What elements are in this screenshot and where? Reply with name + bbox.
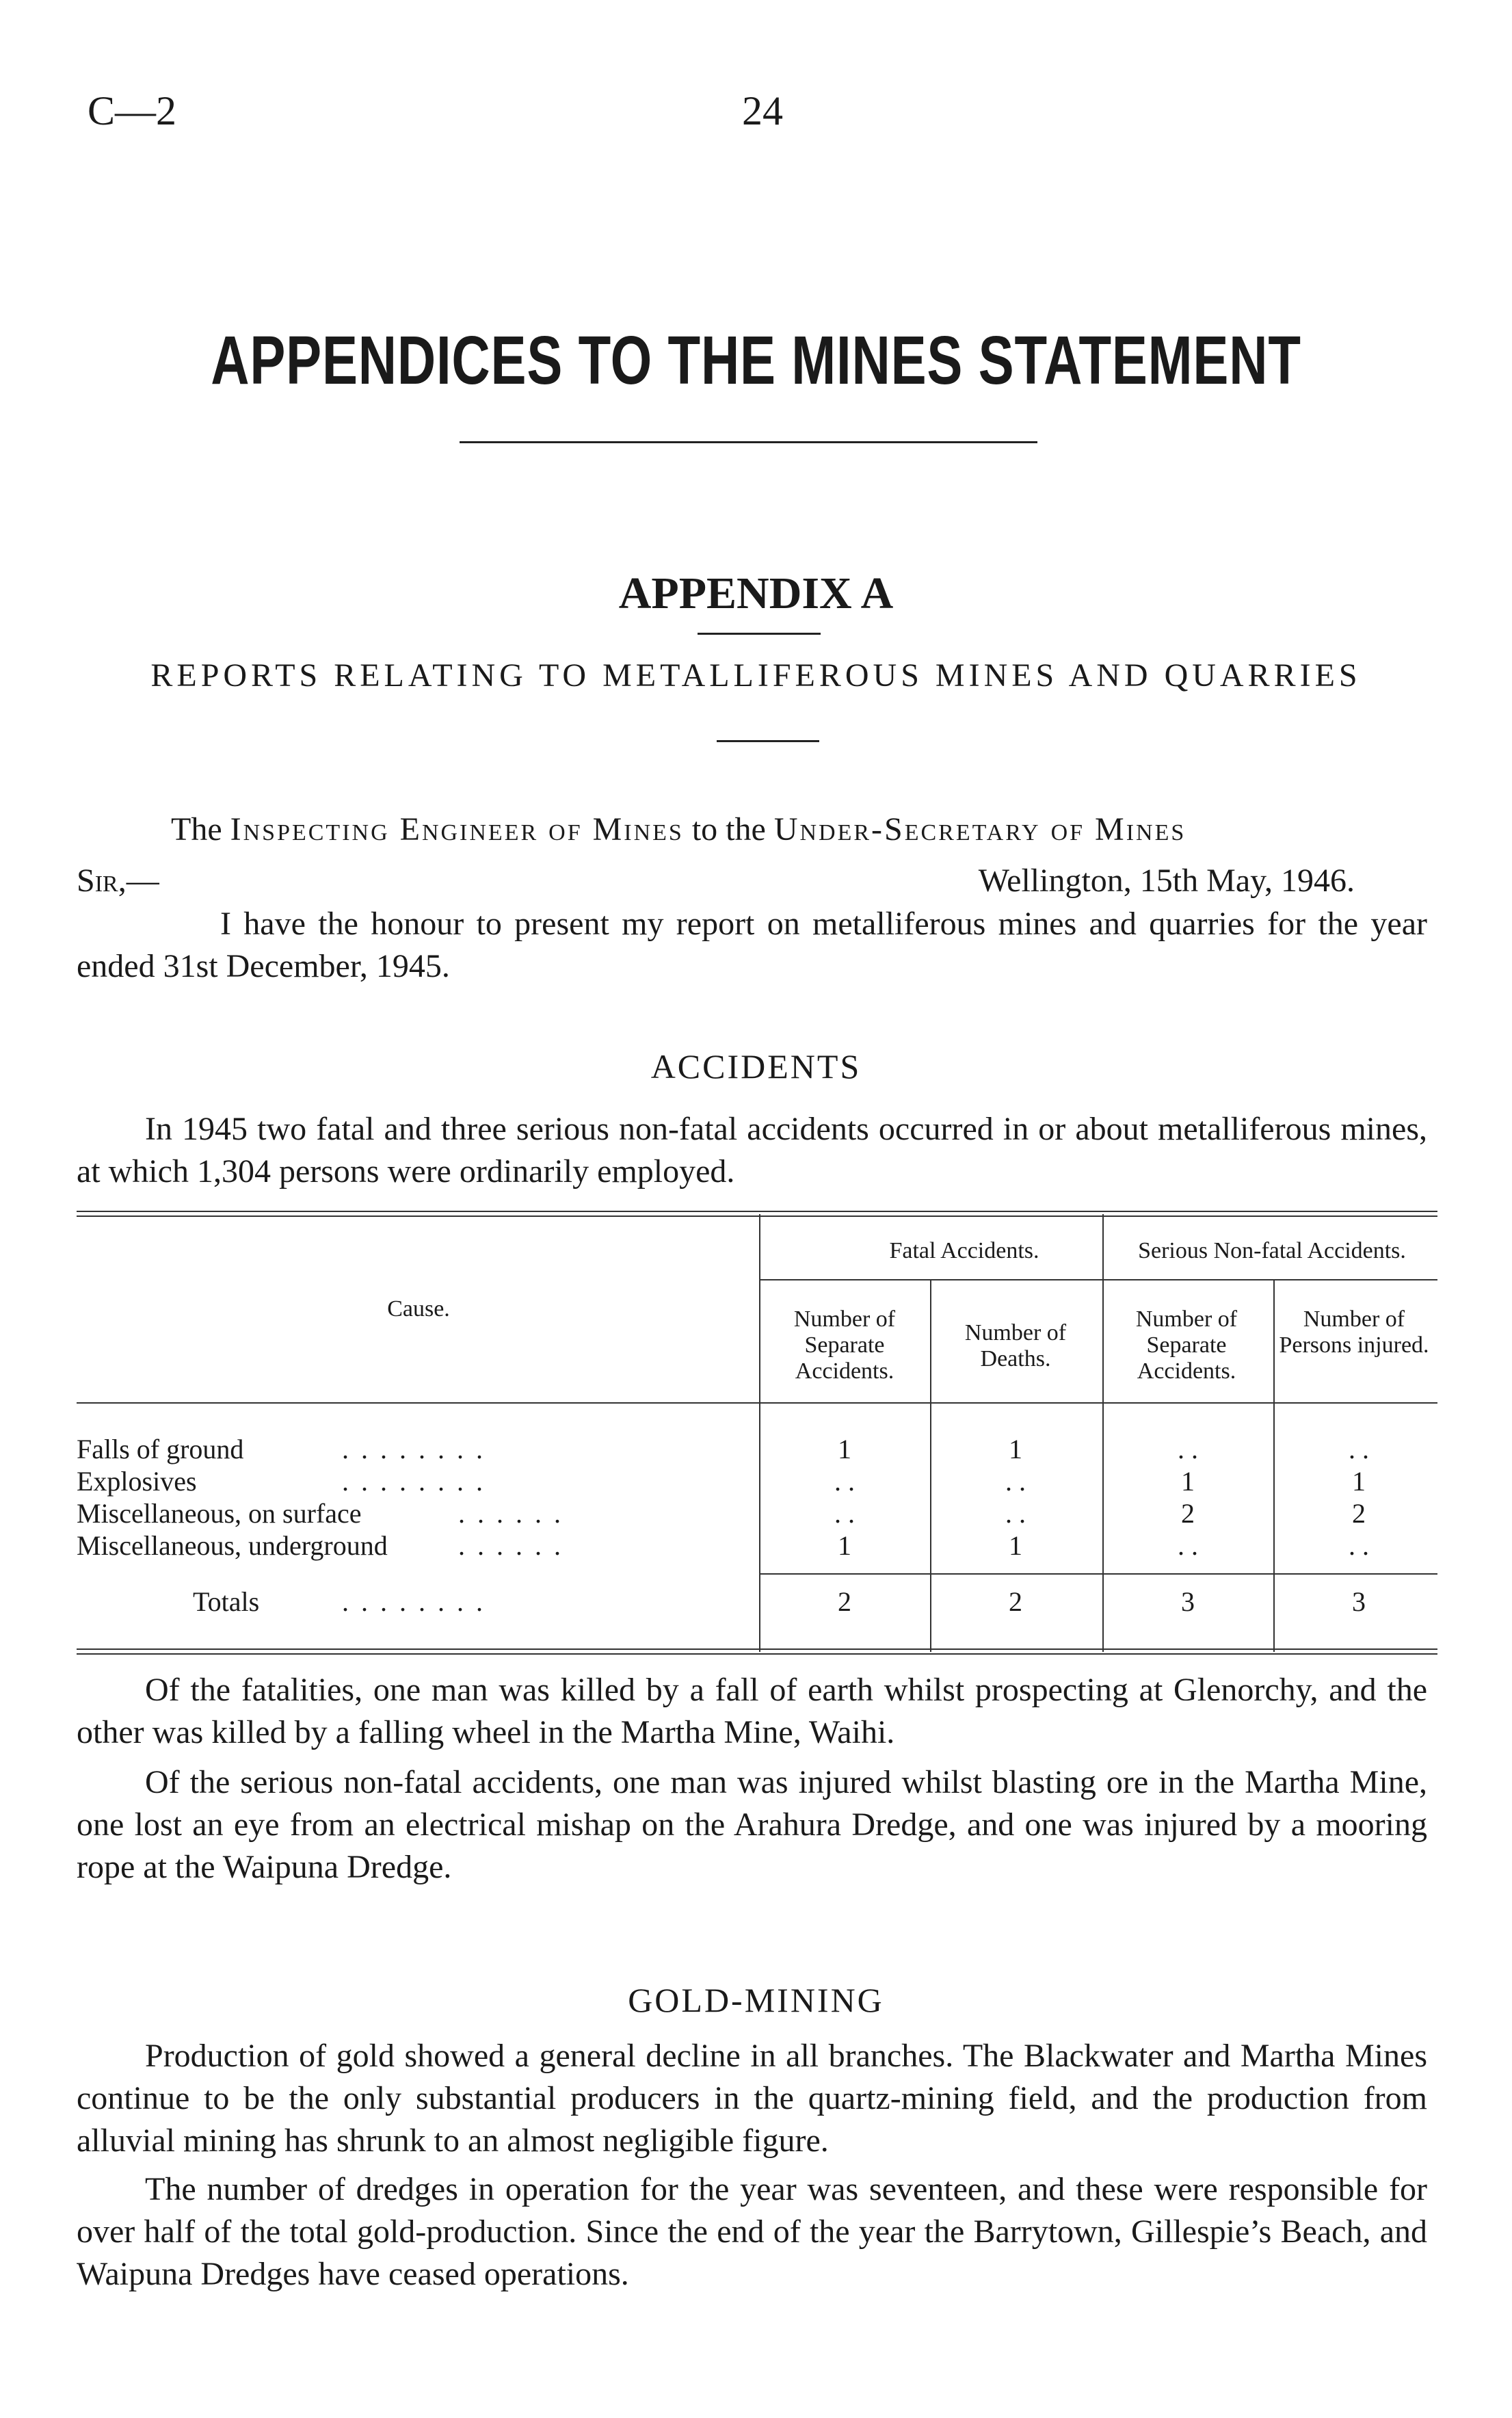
cell-value: . . <box>834 1498 855 1529</box>
accidents-intro: In 1945 two fatal and three serious non-fatal accidents occurred in or about metalliferous mines, at which 1,304 persons were ordinarily employed. <box>77 1111 1427 1190</box>
fatalities-paragraph: Of the fatalities, one man was killed by a fall of earth whilst prospecting at Glenorchy, and the other was killed by a falling wheel in the Martha Mine, Waihi. <box>77 1672 1427 1750</box>
subtitle-divider <box>717 740 819 742</box>
col-rule-3 <box>1102 1214 1104 1652</box>
totals-leader-dots: . . . . . . . . <box>342 1586 486 1617</box>
salutation: Sir,— <box>77 863 159 899</box>
cell-value: 2 <box>1181 1498 1195 1529</box>
cell-value: 2 <box>1352 1498 1366 1529</box>
row-cause: Explosives <box>77 1466 197 1497</box>
gold-mining-paragraph-2: The number of dredges in operation for the year was seventeen, and these were responsible for over half of the total gold-production. Since the end of the year the Barrytown, Gillespie’s Beach, and Waipuna Dredges have ceased operations. <box>77 2171 1427 2292</box>
col-rule-1 <box>759 1214 760 1652</box>
cell-value: . . <box>1349 1434 1369 1464</box>
letter-to-word: to the <box>683 811 774 847</box>
header-fatal-group: Fatal Accidents. <box>889 1238 1039 1263</box>
total-value: 2 <box>1009 1586 1022 1617</box>
total-value: 2 <box>838 1586 851 1617</box>
col-rule-4 <box>1273 1279 1275 1652</box>
header-fatal-separate: Number of Separate Accidents. <box>793 1306 896 1384</box>
table-bottom-rule <box>77 1648 1437 1650</box>
header-serious-separate: Number of Separate Accidents. <box>1135 1306 1238 1384</box>
cell-value: . . <box>834 1466 855 1497</box>
report-code: C—2 <box>88 88 177 133</box>
col-rule-2 <box>930 1279 931 1652</box>
cell-value: 1 <box>1009 1434 1022 1464</box>
table-top-rule-2 <box>77 1215 1437 1217</box>
row-cause: Falls of ground <box>77 1434 244 1464</box>
total-value: 3 <box>1352 1586 1366 1617</box>
cell-value: 1 <box>1009 1530 1022 1561</box>
row-leader-dots: . . . . . . <box>458 1530 563 1561</box>
main-title: APPENDICES TO THE MINES STATEMENT <box>211 322 1301 399</box>
cell-value: 1 <box>1352 1466 1366 1497</box>
header-serious-injured: Number of Persons injured. <box>1279 1306 1429 1358</box>
table-top-rule <box>77 1211 1437 1212</box>
cell-value: 1 <box>1181 1466 1195 1497</box>
row-leader-dots: . . . . . . <box>458 1498 563 1529</box>
page-number: 24 <box>742 88 783 133</box>
gold-mining-paragraph-1: Production of gold showed a general decline in all branches. The Blackwater and Martha Mines continue to be the only substantial producers in the quartz-mining field, and the production from alluvial mining has shrunk to an almost negligible figure. <box>77 2038 1427 2159</box>
serious-accidents-paragraph: Of the serious non-fatal accidents, one man was injured whilst blasting ore in the Martha Mine, one lost an eye from an electrical mishap on the Arahura Dredge, and one was injured by a mooring rope at the Waipuna Dredge. <box>77 1764 1427 1885</box>
header-serious-group: Serious Non-fatal Accidents. <box>1138 1238 1406 1263</box>
cell-value: . . <box>1005 1498 1026 1529</box>
cell-value: 1 <box>838 1530 851 1561</box>
letter-addressing <box>171 811 1186 848</box>
cell-value: . . <box>1178 1530 1198 1561</box>
letter-to: Under-Secretary of Mines <box>773 811 1186 847</box>
accidents-heading: ACCIDENTS <box>650 1047 862 1086</box>
appendix-title: APPENDIX A <box>618 568 894 618</box>
row-cause: Miscellaneous, underground <box>77 1530 388 1561</box>
row-leader-dots: . . . . . . . . <box>342 1434 486 1464</box>
row-leader-dots: . . . . . . . . <box>342 1466 486 1497</box>
totals-label: Totals <box>193 1586 260 1617</box>
title-divider <box>460 441 1037 443</box>
header-cause: Cause. <box>387 1296 450 1322</box>
cell-value: 1 <box>838 1434 851 1464</box>
dateline: Wellington, 15th May, 1946. <box>978 863 1355 899</box>
totals-rule <box>759 1573 1437 1575</box>
total-value: 3 <box>1181 1586 1195 1617</box>
row-cause: Miscellaneous, on surface <box>77 1498 362 1529</box>
appendix-divider <box>698 633 821 635</box>
cell-value: . . <box>1005 1466 1026 1497</box>
cell-value: . . <box>1178 1434 1198 1464</box>
appendix-subtitle: REPORTS RELATING TO METALLIFEROUS MINES AND QUARRIES <box>150 657 1362 694</box>
header-fatal-deaths: Number of Deaths. <box>964 1320 1067 1371</box>
table-bottom-rule-2 <box>77 1653 1437 1655</box>
gold-mining-heading: GOLD-MINING <box>628 1981 884 2019</box>
opening-paragraph: I have the honour to present my report on metalliferous mines and quarries for the year ended 31st December, 1945. <box>77 906 1427 984</box>
header-bottom-rule <box>77 1402 1437 1404</box>
cell-value: . . <box>1349 1530 1369 1561</box>
letter-prefix: The <box>171 811 230 847</box>
letter-from: Inspecting Engineer of Mines <box>230 811 684 847</box>
header-group-rule <box>759 1279 1437 1280</box>
